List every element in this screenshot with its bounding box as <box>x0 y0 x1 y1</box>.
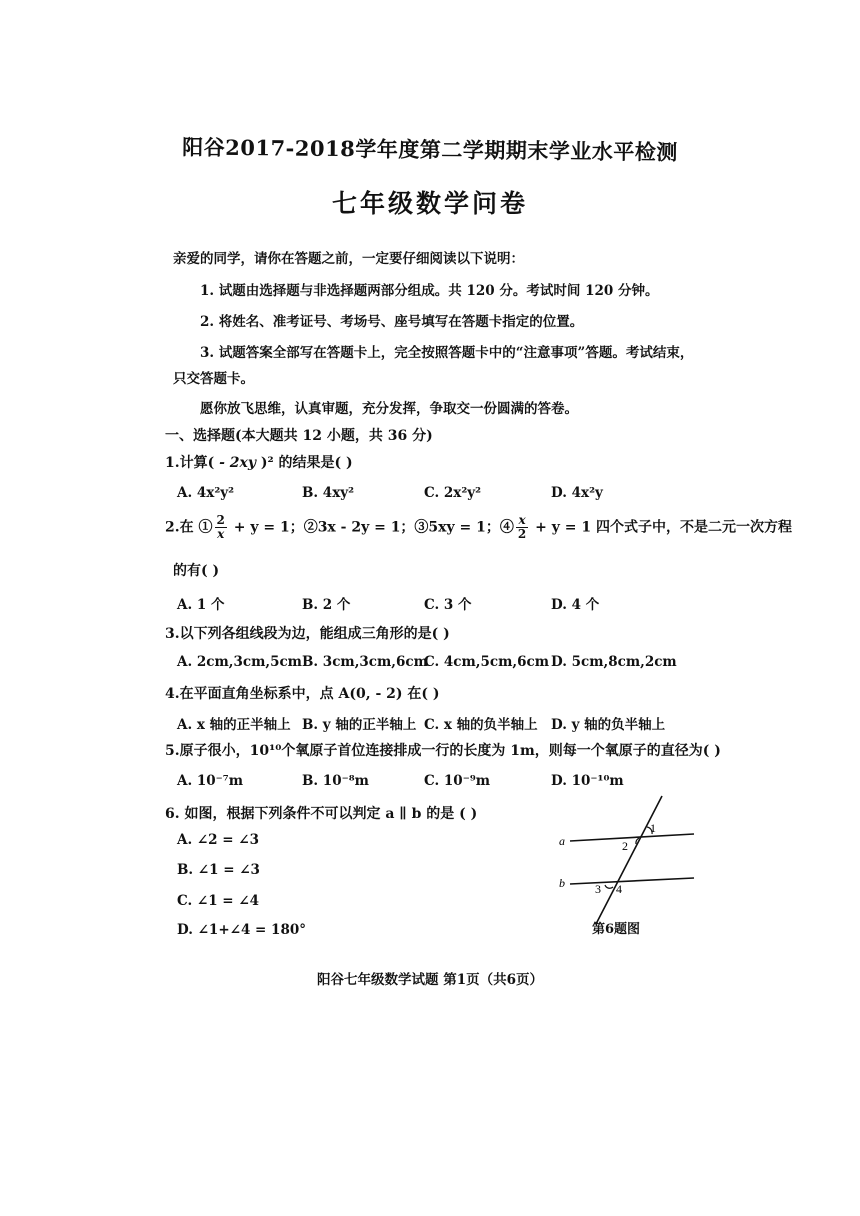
q2-frac1-denominator: x <box>217 527 225 541</box>
instruction-item-2: 2. 将姓名、准考证号、考场号、座号填写在答题卡指定的位置。 <box>200 314 584 330</box>
instruction-item-3-cont: 只交答题卡。 <box>173 371 254 387</box>
angle-1-label: 1 <box>650 821 656 835</box>
line-a <box>570 834 694 841</box>
angle-3-arc <box>605 885 613 888</box>
q6-option-c: C. ∠1 = ∠4 <box>177 893 260 909</box>
angle-4-label: 4 <box>616 882 622 896</box>
q1-option-b: B. 4xy² <box>302 485 355 501</box>
q2-prefix: 2.在 ① <box>165 519 213 536</box>
q2-fraction-1 <box>215 514 227 541</box>
angle-2-label: 2 <box>622 839 628 853</box>
q5-option-d: D. 10⁻¹⁰m <box>551 773 624 789</box>
question-2-stem <box>165 514 792 541</box>
q2-option-b: B. 2 个 <box>302 597 351 613</box>
q4-option-d: D. y 轴的负半轴上 <box>551 717 666 733</box>
question-3-stem: 3.以下列各组线段为边，能组成三角形的是( ) <box>165 626 450 642</box>
q4-option-a: A. x 轴的正半轴上 <box>177 717 291 733</box>
q6-option-d: D. ∠1+∠4 = 180° <box>177 922 306 938</box>
q6-figure-caption: 第6题图 <box>592 922 641 937</box>
angle-3-label: 3 <box>595 882 601 896</box>
q3-option-d: D. 5cm,8cm,2cm <box>551 654 677 670</box>
q1-option-a: A. 4x²y² <box>177 485 234 501</box>
q2-fraction-2 <box>516 514 528 541</box>
page-footer: 阳谷七年级数学试题 第1页（共6页） <box>317 972 543 988</box>
question-2-cont: 的有( ) <box>173 563 220 579</box>
q5-option-a: A. 10⁻⁷m <box>177 773 243 789</box>
question-6-stem: 6. 如图，根据下列条件不可以判定 a ∥ b 的是 ( ) <box>165 806 478 822</box>
q4-option-b: B. y 轴的正半轴上 <box>302 717 417 733</box>
q3-option-a: A. 2cm,3cm,5cm <box>177 654 302 670</box>
question-4-stem: 4.在平面直角坐标系中，点 A(0, - 2) 在( ) <box>165 686 440 702</box>
label-b: b <box>559 876 565 890</box>
q1-option-c: C. 2x²y² <box>424 485 482 501</box>
q2-option-a: A. 1 个 <box>177 597 225 613</box>
exam-subtitle: 七年级数学问卷 <box>331 189 528 218</box>
q2-option-c: C. 3 个 <box>424 597 472 613</box>
q6-option-b: B. ∠1 = ∠3 <box>177 862 260 878</box>
line-b <box>570 878 694 884</box>
question-5-stem: 5.原子很小，10¹⁰个氧原子首位连接排成一行的长度为 1m，则每一个氧原子的直径为( ) <box>165 743 721 759</box>
instructions-wish: 愿你放飞思维，认真审题，充分发挥，争取交一份圆满的答卷。 <box>200 401 578 417</box>
q6-option-a: A. ∠2 = ∠3 <box>177 832 259 848</box>
q1-suffix: )² 的结果是( ) <box>260 455 353 471</box>
q3-option-b: B. 3cm,3cm,6cm <box>302 654 428 670</box>
instruction-item-3: 3. 试题答案全部写在答题卡上，完全按照答题卡中的“注意事项”答题。考试结束， <box>200 345 694 361</box>
q2-part-2: + y = 1 四个式子中，不是二元一次方程 <box>530 519 792 536</box>
q1-prefix: 1.计算( <box>165 455 215 471</box>
instructions-greeting: 亲爱的同学，请你在答题之前，一定要仔细阅读以下说明： <box>173 251 524 267</box>
q2-option-d: D. 4 个 <box>551 597 600 613</box>
q2-frac2-numerator: x <box>516 514 528 528</box>
transversal-line <box>596 796 662 924</box>
q2-part-1: + y = 1；②3x - 2y = 1；③5xy = 1；④ <box>228 519 514 536</box>
q5-option-b: B. 10⁻⁸m <box>302 773 369 789</box>
q1-expression: - 2xy <box>214 455 261 471</box>
q2-frac1-numerator: 2 <box>216 513 225 527</box>
q3-option-c: C. 4cm,5cm,6cm <box>424 654 550 670</box>
q2-frac2-denominator: 2 <box>517 527 527 541</box>
question-1-stem <box>165 452 353 472</box>
label-a: a <box>559 834 565 848</box>
instruction-item-1: 1. 试题由选择题与非选择题两部分组成。共 120 分。考试时间 120 分钟。 <box>200 283 659 299</box>
q5-option-c: C. 10⁻⁹m <box>424 773 491 789</box>
q4-option-c: C. x 轴的负半轴上 <box>424 717 538 733</box>
q1-option-d: D. 4x²y <box>551 485 603 501</box>
section-heading: 一、选择题(本大题共 12 小题，共 36 分) <box>165 428 433 444</box>
exam-title: 阳谷2017-2018学年度第二学期期末学业水平检测 <box>182 134 678 165</box>
